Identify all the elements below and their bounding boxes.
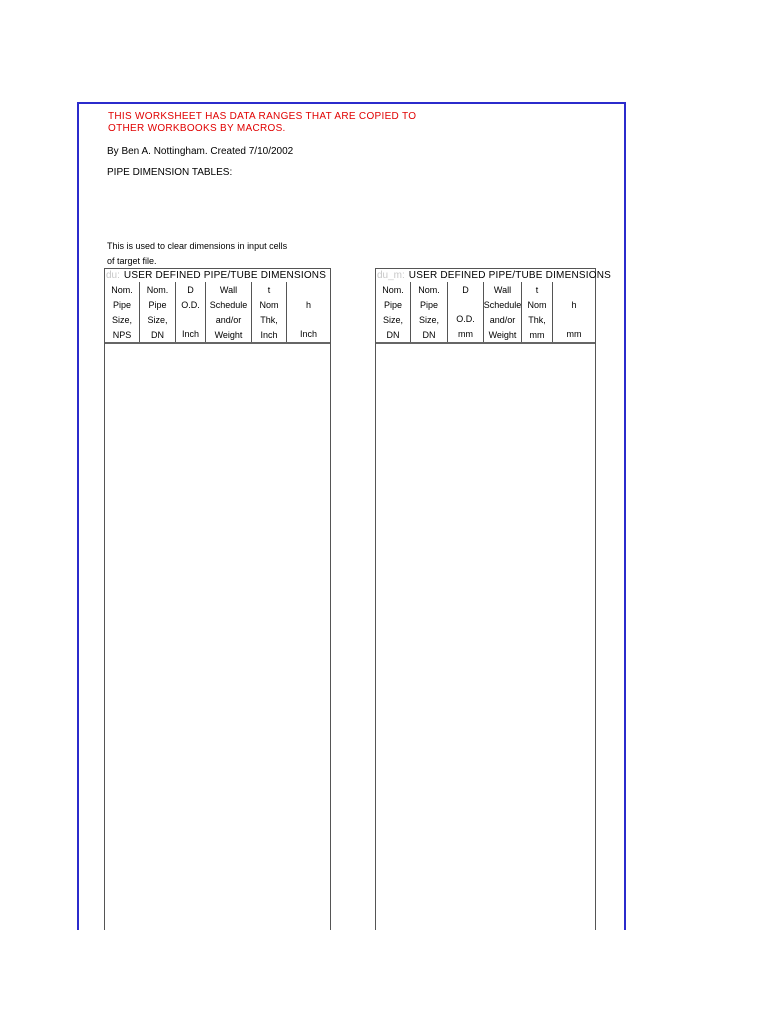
- table-header: [105, 282, 330, 344]
- clear-note-line-2: of target file.: [107, 256, 157, 266]
- header-outside-diameter[interactable]: D O.D. Inch: [176, 282, 206, 342]
- table-title: USER DEFINED PIPE/TUBE DIMENSIONS: [123, 270, 327, 281]
- table-title: USER DEFINED PIPE/TUBE DIMENSIONS: [408, 270, 611, 281]
- header-dn[interactable]: Nom. Pipe Size, DN: [140, 282, 176, 342]
- header-h[interactable]: h Inch: [299, 299, 317, 339]
- clear-note-line-1: This is used to clear dimensions in input cells: [107, 241, 288, 251]
- table-header: [376, 282, 595, 344]
- range-name-label: du:: [106, 270, 120, 281]
- macro-notice-line-2: OTHER WORKBOOKS BY MACROS.: [108, 123, 286, 134]
- header-dn[interactable]: Nom. Pipe Size, DN: [376, 282, 411, 342]
- macro-notice-line-1: THIS WORKSHEET HAS DATA RANGES THAT ARE COPIED TO: [108, 111, 417, 122]
- header-nps[interactable]: Nom. Pipe Size, NPS: [105, 282, 140, 342]
- header-wall-schedule[interactable]: Wall Schedule and/or Weight: [206, 282, 252, 342]
- author-line: By Ben A. Nottingham. Created 7/10/2002: [107, 146, 294, 157]
- header-nominal-thickness[interactable]: t Nom Thk, Inch: [252, 282, 287, 342]
- inch-dimension-table: [104, 268, 331, 930]
- header-nominal-thickness[interactable]: t Nom Thk, mm: [522, 282, 553, 342]
- header-h[interactable]: h mm: [566, 299, 582, 339]
- table-title-row: [105, 268, 330, 283]
- metric-dimension-table: [375, 268, 611, 930]
- header-outside-diameter[interactable]: D O.D. mm: [448, 282, 484, 342]
- section-title: PIPE DIMENSION TABLES:: [107, 167, 233, 178]
- header-dn-2[interactable]: Nom. Pipe Size, DN: [411, 282, 448, 342]
- header-wall-schedule[interactable]: Wall Schedule and/or Weight: [484, 282, 522, 342]
- range-name-label: du_m:: [377, 270, 405, 281]
- table-title-row: [376, 268, 611, 283]
